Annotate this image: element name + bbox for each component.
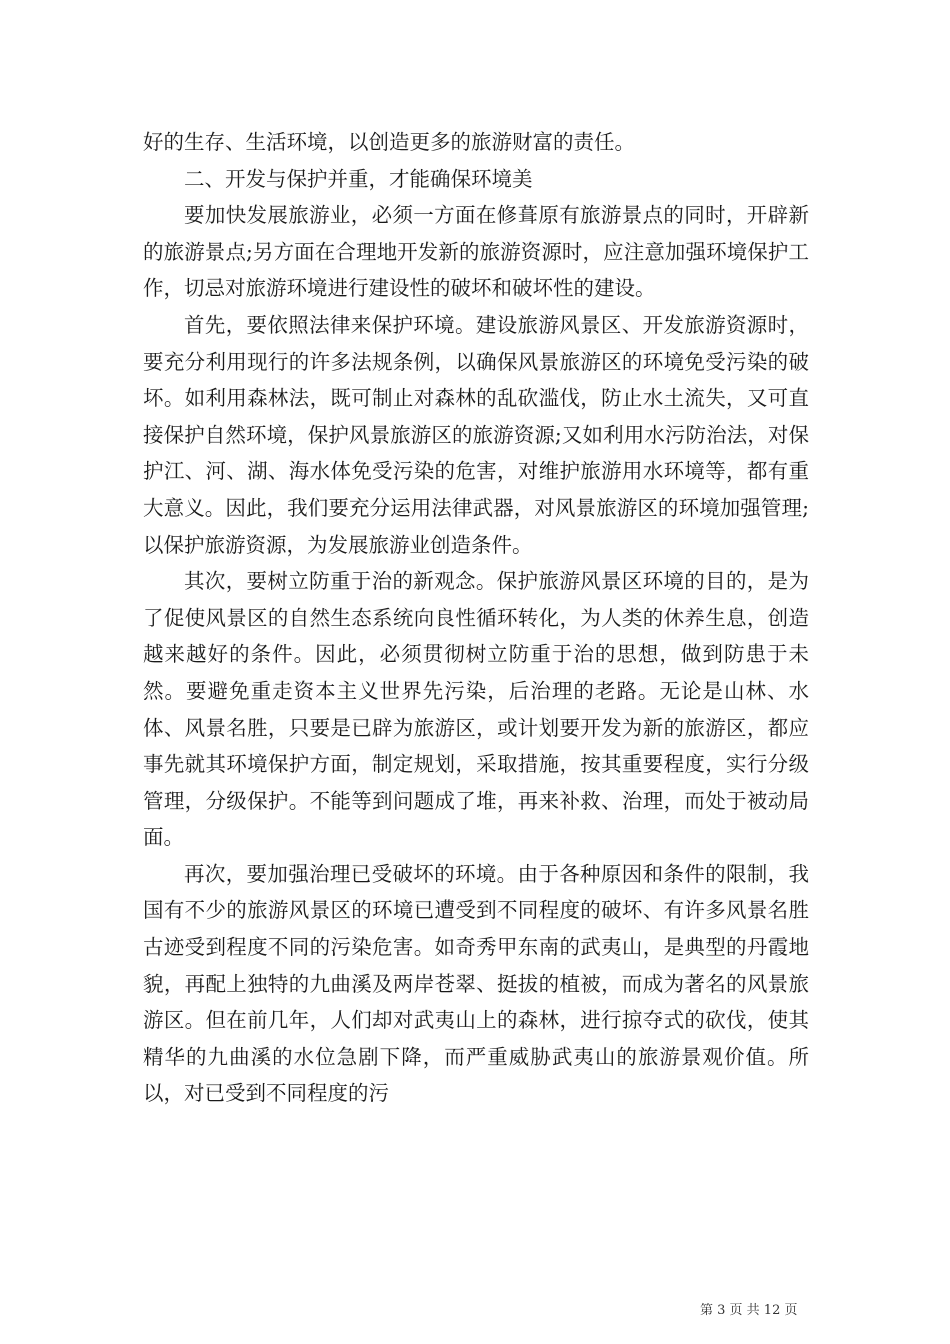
paragraph-third-governance: 再次，要加强治理已受破坏的环境。由于各种原因和条件的限制，我国有不少的旅游风景区的环境已遭受到不同程度的破坏、有许多风景名胜古迹受到程度不同的污染危害。如奇秀甲东南的武夷山，是典型的丹霞地貌，再配上独特的九曲溪及两岸苍翠、挺拔的植被，而成为著名的风景旅游区。但在前几年，人们却对武夷山上的森林，进行掠夺式的砍伐，使其精华的九曲溪的水位急剧下降，而严重威胁武夷山的旅游景观价值。所以，对已受到不同程度的污 [143, 861, 809, 1106]
paragraph-development: 要加快发展旅游业，必须一方面在修葺原有旅游景点的同时，开辟新的旅游景点;另方面在合理地开发新的旅游资源时，应注意加强环境保护工作，切忌对旅游环境进行建设性的破坏和破坏性的建设。 [143, 203, 809, 301]
paragraph-second-prevention: 其次，要树立防重于治的新观念。保护旅游风景区环境的目的，是为了促使风景区的自然生态系统向良性循环转化，为人类的休养生息，创造越来越好的条件。因此，必须贯彻树立防重于治的思想，做到防患于未然。要避免重走资本主义世界先污染，后治理的老路。无论是山林、水体、风景名胜，只要是已辟为旅游区，或计划要开发为新的旅游区，都应事先就其环境保护方面，制定规划，采取措施，按其重要程度，实行分级管理，分级保护。不能等到问题成了堆，再来补救、治理，而处于被动局面。 [143, 569, 809, 850]
paragraph-first-law: 首先，要依照法律来保护环境。建设旅游风景区、开发旅游资源时，要充分利用现行的许多法规条例，以确保风景旅游区的环境免受污染的破坏。如利用森林法，既可制止对森林的乱砍滥伐，防止水土流失，又可直接保护自然环境，保护风景旅游区的旅游资源;又如利用水污防治法，对保护江、河、湖、海水体免受污染的危害，对维护旅游用水环境等，都有重大意义。因此，我们要充分运用法律武器，对风景旅游区的环境加强管理;以保护旅游资源，为发展旅游业创造条件。 [143, 312, 809, 557]
section-heading: 二、开发与保护并重，才能确保环境美 [184, 166, 533, 191]
paragraph-continuation: 好的生存、生活环境，以创造更多的旅游财富的责任。 [143, 130, 635, 154]
document-body [143, 124, 809, 1112]
page-number-footer: 第 3 页 共 12 页 [700, 1303, 798, 1318]
